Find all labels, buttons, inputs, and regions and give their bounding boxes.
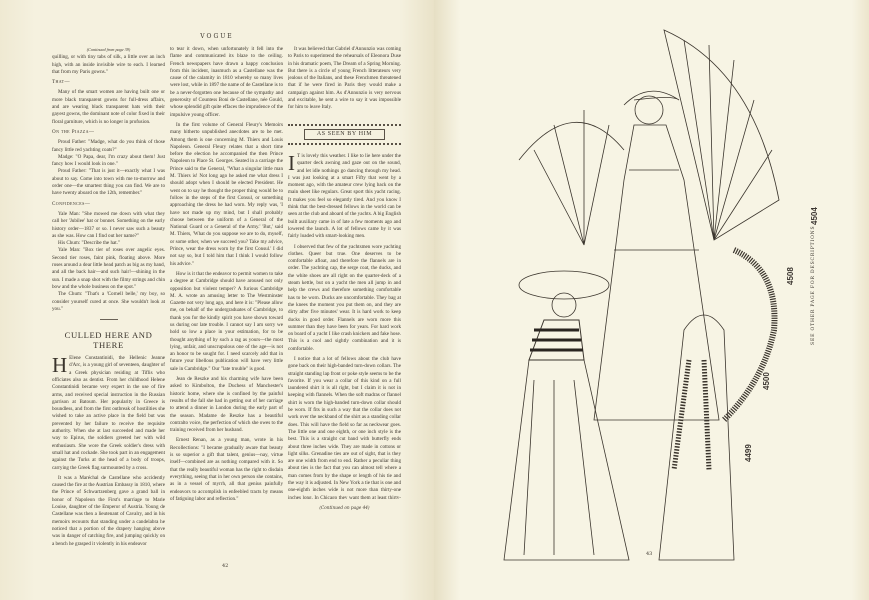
divider (100, 319, 118, 320)
paragraph: Elene Constantinidi, the Hellenic Jeanne d'Arc, is a young girl of seventeen, daughter of a Greek physician residing at Tiflis who officiates also as dentist. From her childhood Helene Constantinidi became very expert in the use of fire arms, and received special instruction in the Russian garrison at Batoum. Her popularity in Greece is boundless, and from the first outbreak of hostilities she wished to take an active place in the field but was prevented by her failure to receive the requisite authority. When she at last succeeded and made her way to Epirus, the soldiers greeted her with wild enthusiasm. She wore the Greek soldier's dress with small hat and cockade. She took part in an engagement against the Turks at the head of a body of troops, carrying the Greek flag surmounted by a cross. (52, 355, 165, 471)
paragraph: Ernest Renan, as a young man, wrote in his Recollections: "I became gradually aware that beauty is so superior a gift that talent, genius—nay, virtue itself—combined are as nothing compared with it. So that the really beautiful woman has the right to disdain everything, seeing that in her own person she contains, as in a vessel of myrrh, all that genius painfully endeavors to accomplish in enfeebled tracts by means of fatiguing labor and reflection." (170, 437, 283, 502)
subheading: On the Piazza— (52, 128, 95, 135)
continued-on-note: (Continued on page 44) (319, 505, 370, 510)
figure-gown (594, 125, 719, 420)
dialogue-line: The Chum: "That's a 'Cornell belle,' my boy, so consider yourself cured at once. She wouldn't look at you." (52, 291, 165, 312)
paragraph: I observed that few of the yachtsmen wore yachting clothes. Queer but true. One deserves to be comfortable afloat, and therefore the flannels are in order. The yachting cap, the serge coat, the ducks, and the white shoes are all right on the quarter-deck of a steam kettle, but on a yacht the men all jump in and help the crews and therefore something comfortable has to be worn. Ducks are uncomfortable. They bag at the knees the moment you put them on, and they are dirty after five minutes' wear. It is hard work to keep ducks in good order. Flannels are worn more this summer than they have been for years. For hard work on board of a yacht I like crash knickers and fake hose. This is a cool and sightly combination and it is comfortable. (288, 243, 401, 352)
paragraph: Many of the smart women are having built one or more black transparent gowns for full-dress affairs, and are wearing black transparent hats with their gayest gowns, the dominant note of color fixed in their floral garniture, which is no longer in profusion. (52, 89, 165, 125)
fan-icon (664, 30, 779, 240)
paragraph: I notice that a lot of fellows about the club have gone back on their high-banded turn-down collars. The straight standing lap front or poke style seems to be the favorite. If you wear a collar of this kind on a full laundered shirt it is all right, but I claim it is not in keeping with flannels. When the soft madras or flannel shirt is worn the high-banded turn-down collar should be worn. If fits in such a way that the collar does not work over the neckband of the shirt as a standing collar does. This will have the field so far as neckwear goes. The little one and one eighth, or one inch style is the best. This is a straight cut band with butterfly ends about three inches wide. They are made in cottons or light silks. Grenadine ties are out of sight, that is they are one width from end to end. Rather a peculiar thing about ties is the fact that you can almost tell where a man comes from by the shape or length of his tie and the way it is adjusted. In New York a tie that is one and one-eighth inches wide is not more than thirty-one inches long. In Chicago they want them at least thirty- (288, 355, 401, 499)
continued-from-note: (Continued from page 39) (86, 47, 131, 52)
drop-cap: H (52, 353, 68, 378)
column-1 (52, 46, 165, 546)
page-number: 42 (222, 563, 229, 569)
figure-number: 4508 (786, 267, 795, 285)
fashion-illustration (434, 0, 869, 600)
paragraph: Jean de Reszke and his charming wife have been asked to Kimbolton, the Duchess of Manchester's historic home, where she is confined by the painful results of the fall she had in getting out of her carriage to attend a dinner in London during the early part of the season. Madame de Reszke has a beautiful contralto voice, the perfection of which she owes to the training received from her husband. (170, 376, 283, 434)
paragraph: How is it that the endeavor to permit women to take a degree at Cambridge should have aroused not only opposition but violent temper? A furious Cambridge M. A. wrote an amusing letter to The Westminster Gazette not very long ago, and here it is: "Please allow me, on behalf of the undergraduates of Cambridge, to thank you for the kindly spirit you have shown toward us during our late trouble. I cannot say I am sorry we hold so low a place in your estimation, for to be thought anything of by such a rag as yours—the most lying, unfair, and unscrupulous one of the age—is not an honor to be sought for. I need scarcely add that in future your libellous publication will have very little sale in Cambridge." Our "late trouble" is good. (170, 270, 283, 372)
dialogue-line: Yale Man: "She mowed me down with what they call her 'Jubilee' hat or bonnet. Something on the early history order—1837 or so. I never saw such a beauty as she was. How can I find out her name?" (52, 210, 165, 239)
section-heading: CULLED HERE AND THERE (64, 330, 153, 351)
subheading: That— (52, 79, 70, 86)
dialogue-line: Madge: "O Papa, dear, I'm crazy about them! Just fancy how I would look in one." (52, 153, 165, 168)
right-page (434, 0, 869, 600)
dialogue-line: Proud Father: "Madge, what do you think of those fancy little red yachting coats?" (52, 139, 165, 153)
drop-cap: I (288, 150, 295, 175)
paragraph: to tear it down, when unfortunately it fell into the flame and communicated its blaze to the ceiling. French newspapers have drawn a happy conclusion from this incident, inasmuch as a Castellane was the cause of the calamity in 1810 whereby so many lives were lost, while in 1897 the name of de Castellane is to be a never-forgotten one because of the sympathy and generosity of Countess Boni de Castellane, née Gould, whose splendid gift quite effaces the imprudence of the impulsive young officer. (170, 46, 283, 118)
banner-title: AS SEEN BY HIM (304, 129, 385, 140)
figure-number: 4504 (810, 207, 819, 225)
dialogue-line: His Chum: "Describe the hat." (58, 240, 121, 247)
subheading: Confidences— (52, 200, 91, 207)
dialogue-line: Yale Man: "Box tier of roses over angelic eyes. Second tier roses, faint pink, floating above. More roses around a dear little head patch as big as my hand, and all the back hair—and such hair!—shining in the sun. I made a snap shot with the filmy strings and chin bow and the whole business on the spot." (52, 247, 165, 290)
column-2 (170, 46, 283, 546)
paragraph: It was a Maréchal de Castellane who accidently caused the fire at the Austrian Embassy in 1810, where the Prince of Schwartzenberg gave a grand ball in honor of Napoleon the First's marriage to Marie Louise, daughter of the Emperor of Austria. Young de Castellane was then a lieutenant of Cavalry, and in his memoirs recounts that standing under a candelabra he noticed that a portion of the drapery hanging above was in danger of catching fire, and jumping quickly on a bench he grasped it violently in his endeavor (52, 474, 165, 546)
left-page (0, 0, 434, 600)
figure-head (635, 96, 663, 124)
figure-number: 4500 (762, 372, 771, 390)
paragraph: In the first volume of General Fleury's Memoirs many hitherto unpublished anecdotes are to be met. Among them is one concerning M. Thiers and Louis Napoleon. General Fleury relates that a short time before the election he accompanied the then Prince Napoleon to Place St. Georges. Seated in a carriage the Prince said to the General, "What a singular little man M. Thiers is! Not long ago he asked me what dress I should adopt when I should be elected President. He went on to say he thought the proper thing would be to follow in the steps of the first Consul, or something approaching the dress he had worn. My reply was, 'I have not made up my mind, but I shall probably choose between the uniform of a General of the National Guard or a General of the Army.' 'But,' said M. Thiers, 'What do you suppose we are to do, myself, or some other, when we succeed you? Take my advice, Prince, wear the dress worn by the first Consul.' I did not say so, but I told him that I think I would follow his advice." (170, 121, 283, 267)
page-number: 43 (646, 551, 653, 557)
paragraph: It was believed that Gabriel d'Annunzio was coming to Paris to superintend the rehearsals of Eleonora Duse in his dramatic poem, The Dream of a Spring Morning. But there is a circle of young French litterateurs very jealous of the Italians, and these Frenchmen threatened that if he were fired in Paris they would make a campaign against him. As d'Annunzio is very nervous and excitable, he sent a wire to say it was impossible for him to leave Italy. (288, 46, 401, 111)
paragraph: quilling, or with tiny tabs of silk, a little over an inch high, with an inside invisible wire to each. I learned that from my Paris gowns." (52, 54, 165, 75)
hat (519, 271, 609, 299)
column-3 (288, 46, 401, 499)
as-seen-by-him-banner (288, 124, 401, 145)
paragraph: T is lovely this weather. I like to lie here under the quarter deck awning and gaze out on the sound, and let idle nothings go dancing through my head. I was just looking at a smart Fifty that went by a moment ago, with the amateur crew lying back on the main sheet like regulars. Great sport this yacht racing. It makes you feel so elegantly tired. And you know I think that the best-dressed fellows in the world can be seen at the club and aboard of the yachts. A big English built auxiliary came in of late a few moments ago and lowered the launch. A lot of fellows came by it was fairly loaded with smart-looking men. (288, 152, 401, 240)
running-head: VOGUE (200, 33, 234, 40)
figure-number: 4499 (744, 444, 753, 462)
side-caption: SEE OTHER PAGE FOR DESCRIPTIONS (811, 225, 816, 345)
dialogue-line: Proud Father: "That is just it—exactly what I was about to say. Come into town with me to-morrow and order one—the smartest thing you can find. We are to have twenty aboard on the 12th, remember." (52, 168, 165, 197)
